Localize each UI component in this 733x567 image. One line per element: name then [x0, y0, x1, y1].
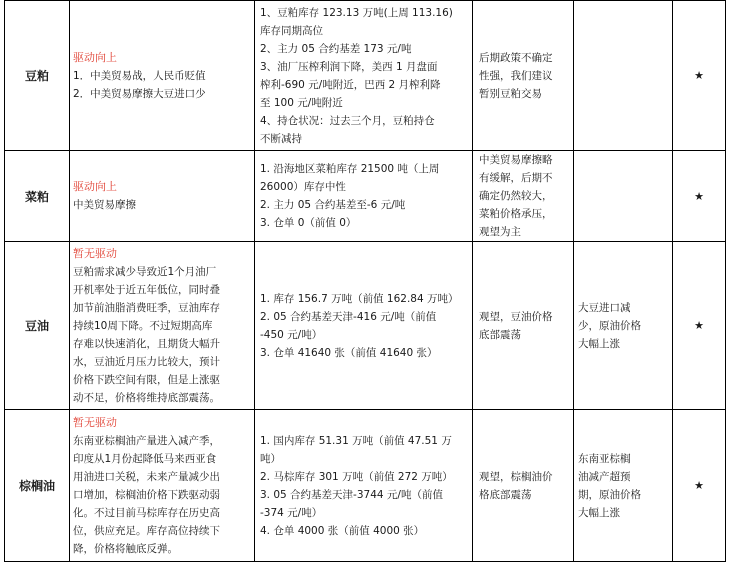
view-cell [473, 410, 574, 562]
fundamentals-text: 1. 沿海地区菜粕库存 21500 吨（上周 26000）库存中性 2. 主力 05 合约基差至-6 元/吨 3. 仓单 0（前值 0） [260, 163, 440, 229]
extra-cell [574, 410, 673, 562]
table-row [5, 410, 726, 562]
driver-text: 中美贸易摩擦 [73, 199, 136, 211]
star-icon: ★ [673, 1, 726, 151]
view-text: 观望，棕榈油价 格底部震荡 [479, 470, 553, 501]
driver-cell [70, 151, 255, 242]
fundamentals-text: 1、豆粕库存 123.13 万吨(上周 113.16) 库存同期高位 2、主力 05 合约基差 173 元/吨 3、油厂压榨利润下降，美西 1 月盘面 榨利-690 元/吨附近，巴西 2 月榨利降 至 100 元/吨附近 4、持仓状况：过去三个月，豆粕持仓 不断减持 [260, 6, 453, 145]
fundamentals-cell [255, 1, 473, 151]
driver-tag: 暂无驱动 [73, 415, 117, 429]
table-row [5, 242, 726, 410]
view-cell [473, 1, 574, 151]
fundamentals-cell [255, 151, 473, 242]
table-row [5, 1, 726, 151]
table-row [5, 151, 726, 242]
commodity-name: 豆粕 [5, 1, 70, 151]
fundamentals-cell [255, 410, 473, 562]
driver-text: 豆粕需求减少导致近1个月油厂 开机率处于近五年低位，同时叠 加节前油脂消费旺季，豆油库存 持续10周下降。不过短期高库 存难以快速消化，且期货大幅升 水，豆油近月压力比较大，预计 价格下跌空间有限，但是上涨驱 动不足，价格将维持底部震荡。 [73, 265, 220, 404]
view-cell [473, 242, 574, 410]
extra-text: 东南亚棕榈 油减产超预 期，原油价格 大幅上涨 [578, 452, 641, 519]
commodity-name: 豆油 [5, 242, 70, 410]
commodity-name: 棕榈油 [5, 410, 70, 562]
star-icon: ★ [673, 151, 726, 242]
extra-text: 大豆进口减 少，原油价格 大幅上涨 [578, 301, 641, 350]
star-icon: ★ [673, 410, 726, 562]
fundamentals-text: 1. 国内库存 51.31 万吨（前值 47.51 万 吨） 2. 马棕库存 301 万吨（前值 272 万吨） 3. 05 合约基差天津-3744 元/吨（前值 -374 元/吨） 4. 仓单 4000 张（前值 4000 张） [260, 434, 453, 537]
driver-cell [70, 242, 255, 410]
extra-cell [574, 151, 673, 242]
extra-cell [574, 1, 673, 151]
view-text: 观望，豆油价格 底部震荡 [479, 310, 553, 341]
view-cell [473, 151, 574, 242]
driver-tag: 驱动向上 [73, 50, 117, 64]
driver-text: 1．中美贸易战，人民币贬值 2．中美贸易摩擦大豆进口少 [73, 69, 206, 100]
driver-tag: 暂无驱动 [73, 246, 117, 260]
extra-cell [574, 242, 673, 410]
commodity-name: 菜粕 [5, 151, 70, 242]
fundamentals-text: 1. 库存 156.7 万吨（前值 162.84 万吨） 2. 05 合约基差天津-416 元/吨（前值 -450 元/吨） 3. 仓单 41640 张（前值 41640 张） [260, 292, 459, 359]
star-icon: ★ [673, 242, 726, 410]
fundamentals-cell [255, 242, 473, 410]
view-text: 后期政策不确定 性强，我们建议 暂别豆粕交易 [479, 51, 553, 100]
view-text: 中美贸易摩擦略 有缓解，后期不 确定仍然较大， 菜粕价格承压， 观望为主 [479, 154, 553, 238]
driver-tag: 驱动向上 [73, 180, 117, 193]
commodity-table [4, 0, 726, 562]
driver-cell [70, 1, 255, 151]
driver-text: 东南亚棕榈油产量进入减产季， 印度从1月份起降低马来西亚食 用油进口关税，未来产量减少出 口增加，棕榈油价格下跌驱动弱 化。不过目前马棕库存在历史高 位，供应充足。库存高位持续下 降，价格将触底反弹。 [73, 434, 220, 555]
driver-cell [70, 410, 255, 562]
